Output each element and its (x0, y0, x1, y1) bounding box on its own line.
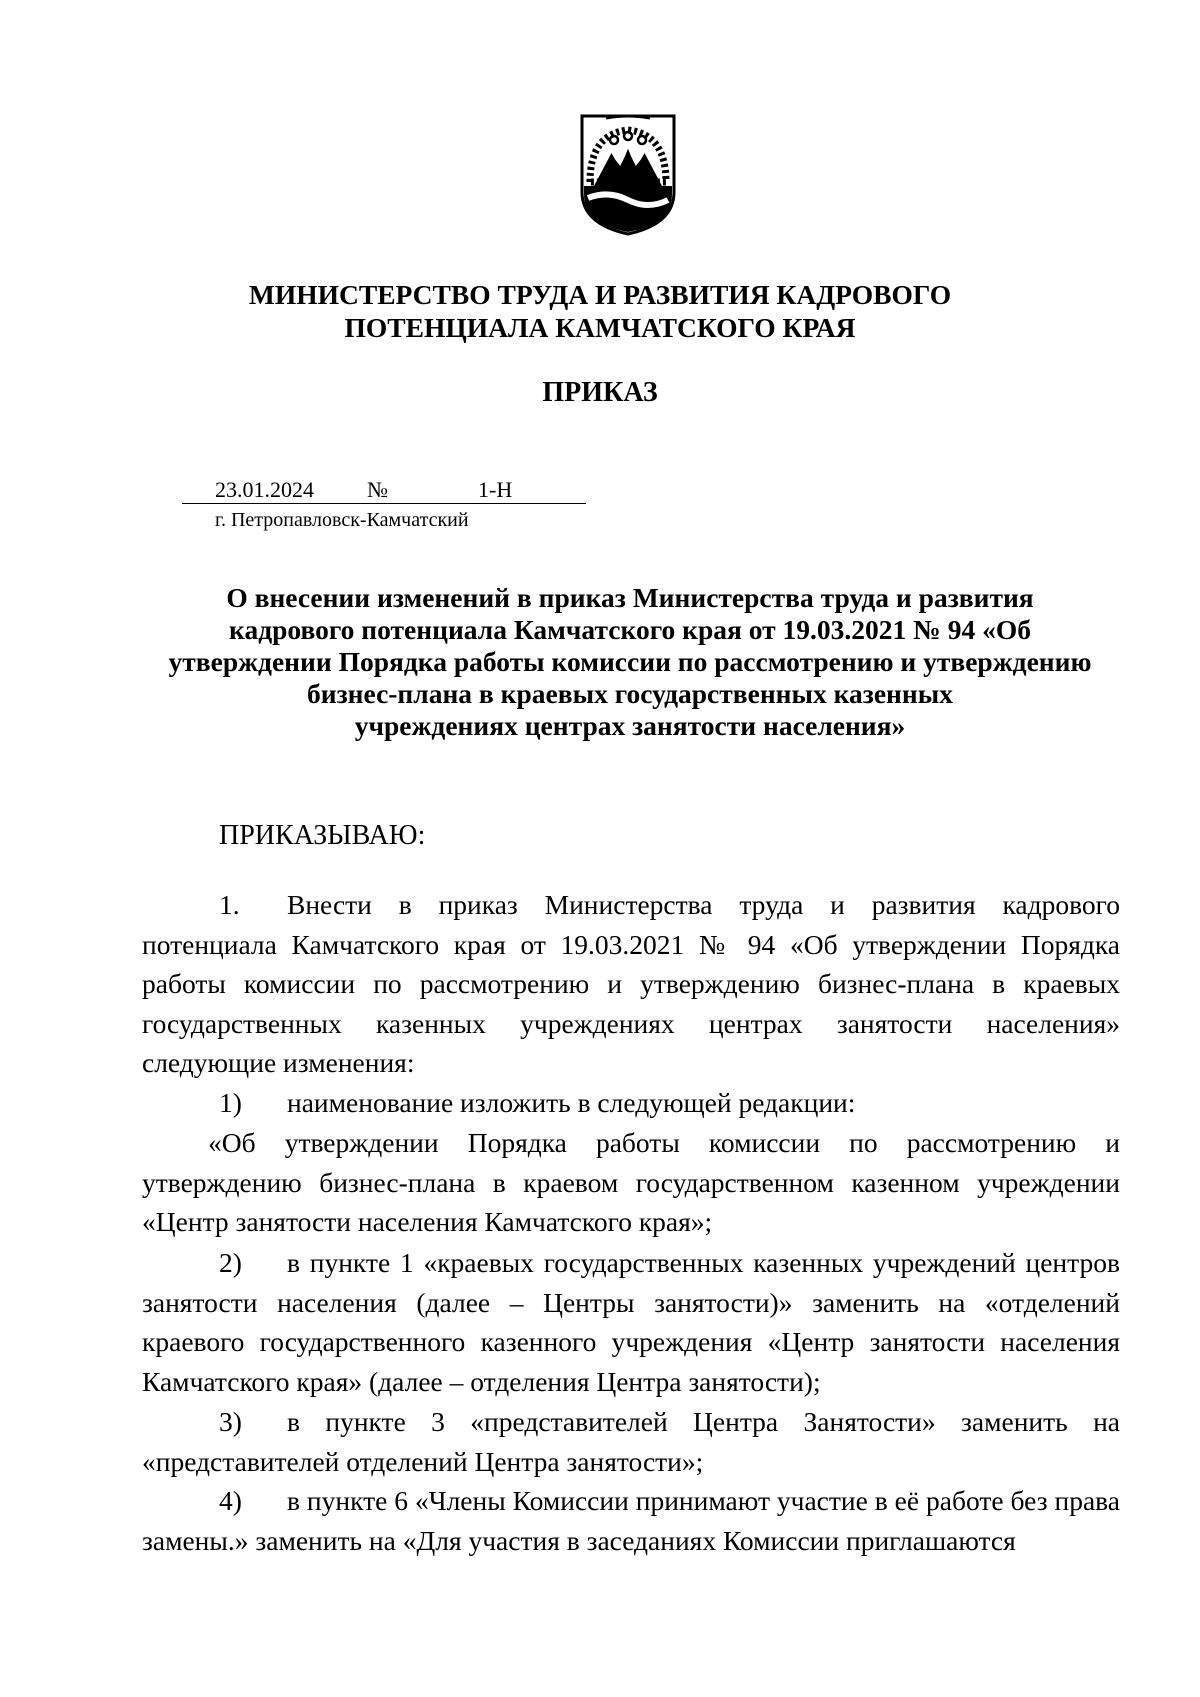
order-subject (140, 582, 1120, 742)
number-sign: № (367, 477, 388, 502)
subitem-3-text: в пункте 3 «представителей Центра Занятости» заменить на «представителей отделений Центра занятости»; (142, 1406, 1120, 1477)
ministry-name-line2: ПОТЕНЦИАЛА КАМЧАТСКОГО КРАЯ (344, 312, 856, 343)
subitem-2 (142, 1243, 1120, 1401)
subitem-4 (142, 1481, 1120, 1560)
order-statement: ПРИКАЗЫВАЮ: (219, 820, 426, 851)
issue-city: г. Петропавловск-Камчатский (215, 509, 469, 531)
ministry-name (100, 278, 1100, 344)
document-type: ПРИКАЗ (542, 377, 658, 408)
subject-line1: О внесении изменений в приказ Министерства труда и развития (226, 582, 1034, 613)
subitem-1 (142, 1083, 1120, 1123)
subitem-2-number: 2) (219, 1247, 242, 1278)
order-details-underline (182, 503, 586, 504)
ministry-name-line1: МИНИСТЕРСТВО ТРУДА И РАЗВИТИЯ КАДРОВОГО (248, 279, 952, 310)
paragraph-1-text: Внести в приказ Министерства труда и развития кадрового потенциала Камчатского края от 19.03.2021 № 94 «Об утверждении Порядка работы комиссии по рассмотрению и утверждению бизнес-плана в краевых государственных казенных учреждениях центрах занятости населения» следующие изменения: (142, 889, 1120, 1079)
new-title-text: «Об утверждении Порядка работы комиссии по рассмотрению и утверждению бизнес-плана в краевом государственном казенном учреждении «Центр занятости населения Камчатского края»; (142, 1127, 1120, 1238)
order-details-row (182, 478, 586, 504)
subitem-1-text: наименование изложить в следующей редакции: (287, 1087, 856, 1118)
order-number: 1-Н (478, 477, 513, 502)
paragraph-1-number: 1. (219, 889, 240, 920)
subitem-4-text: в пункте 6 «Члены Комиссии принимают участие в её работе без права замены.» заменить на «Для участия в заседаниях Комиссии приглашаются (142, 1485, 1120, 1556)
subitem-3-number: 3) (219, 1406, 242, 1437)
subitem-1-number: 1) (219, 1087, 242, 1118)
subject-line4: бизнес-плана в краевых государственных казенных (307, 678, 953, 709)
subject-line2: кадрового потенциала Камчатского края от 19.03.2021 № 94 «Об (229, 614, 1031, 645)
subject-line3: утверждении Порядка работы комиссии по рассмотрению и утверждению (168, 646, 1092, 677)
kamchatka-coat-of-arms-icon (576, 112, 680, 236)
subitem-3 (142, 1402, 1120, 1481)
subject-line5: учреждениях центрах занятости населения» (354, 710, 906, 741)
subitem-2-text: в пункте 1 «краевых государственных казенных учреждений центров занятости населения (далее – Центры занятости)» заменить на «отделений краевого государственного казенного учреждения «Центр занятости населения Камчатского края» (далее – отделения Центра занятости); (142, 1247, 1120, 1397)
subitem-4-number: 4) (219, 1485, 242, 1516)
paragraph-1 (142, 885, 1120, 1083)
order-date: 23.01.2024 (215, 477, 314, 502)
